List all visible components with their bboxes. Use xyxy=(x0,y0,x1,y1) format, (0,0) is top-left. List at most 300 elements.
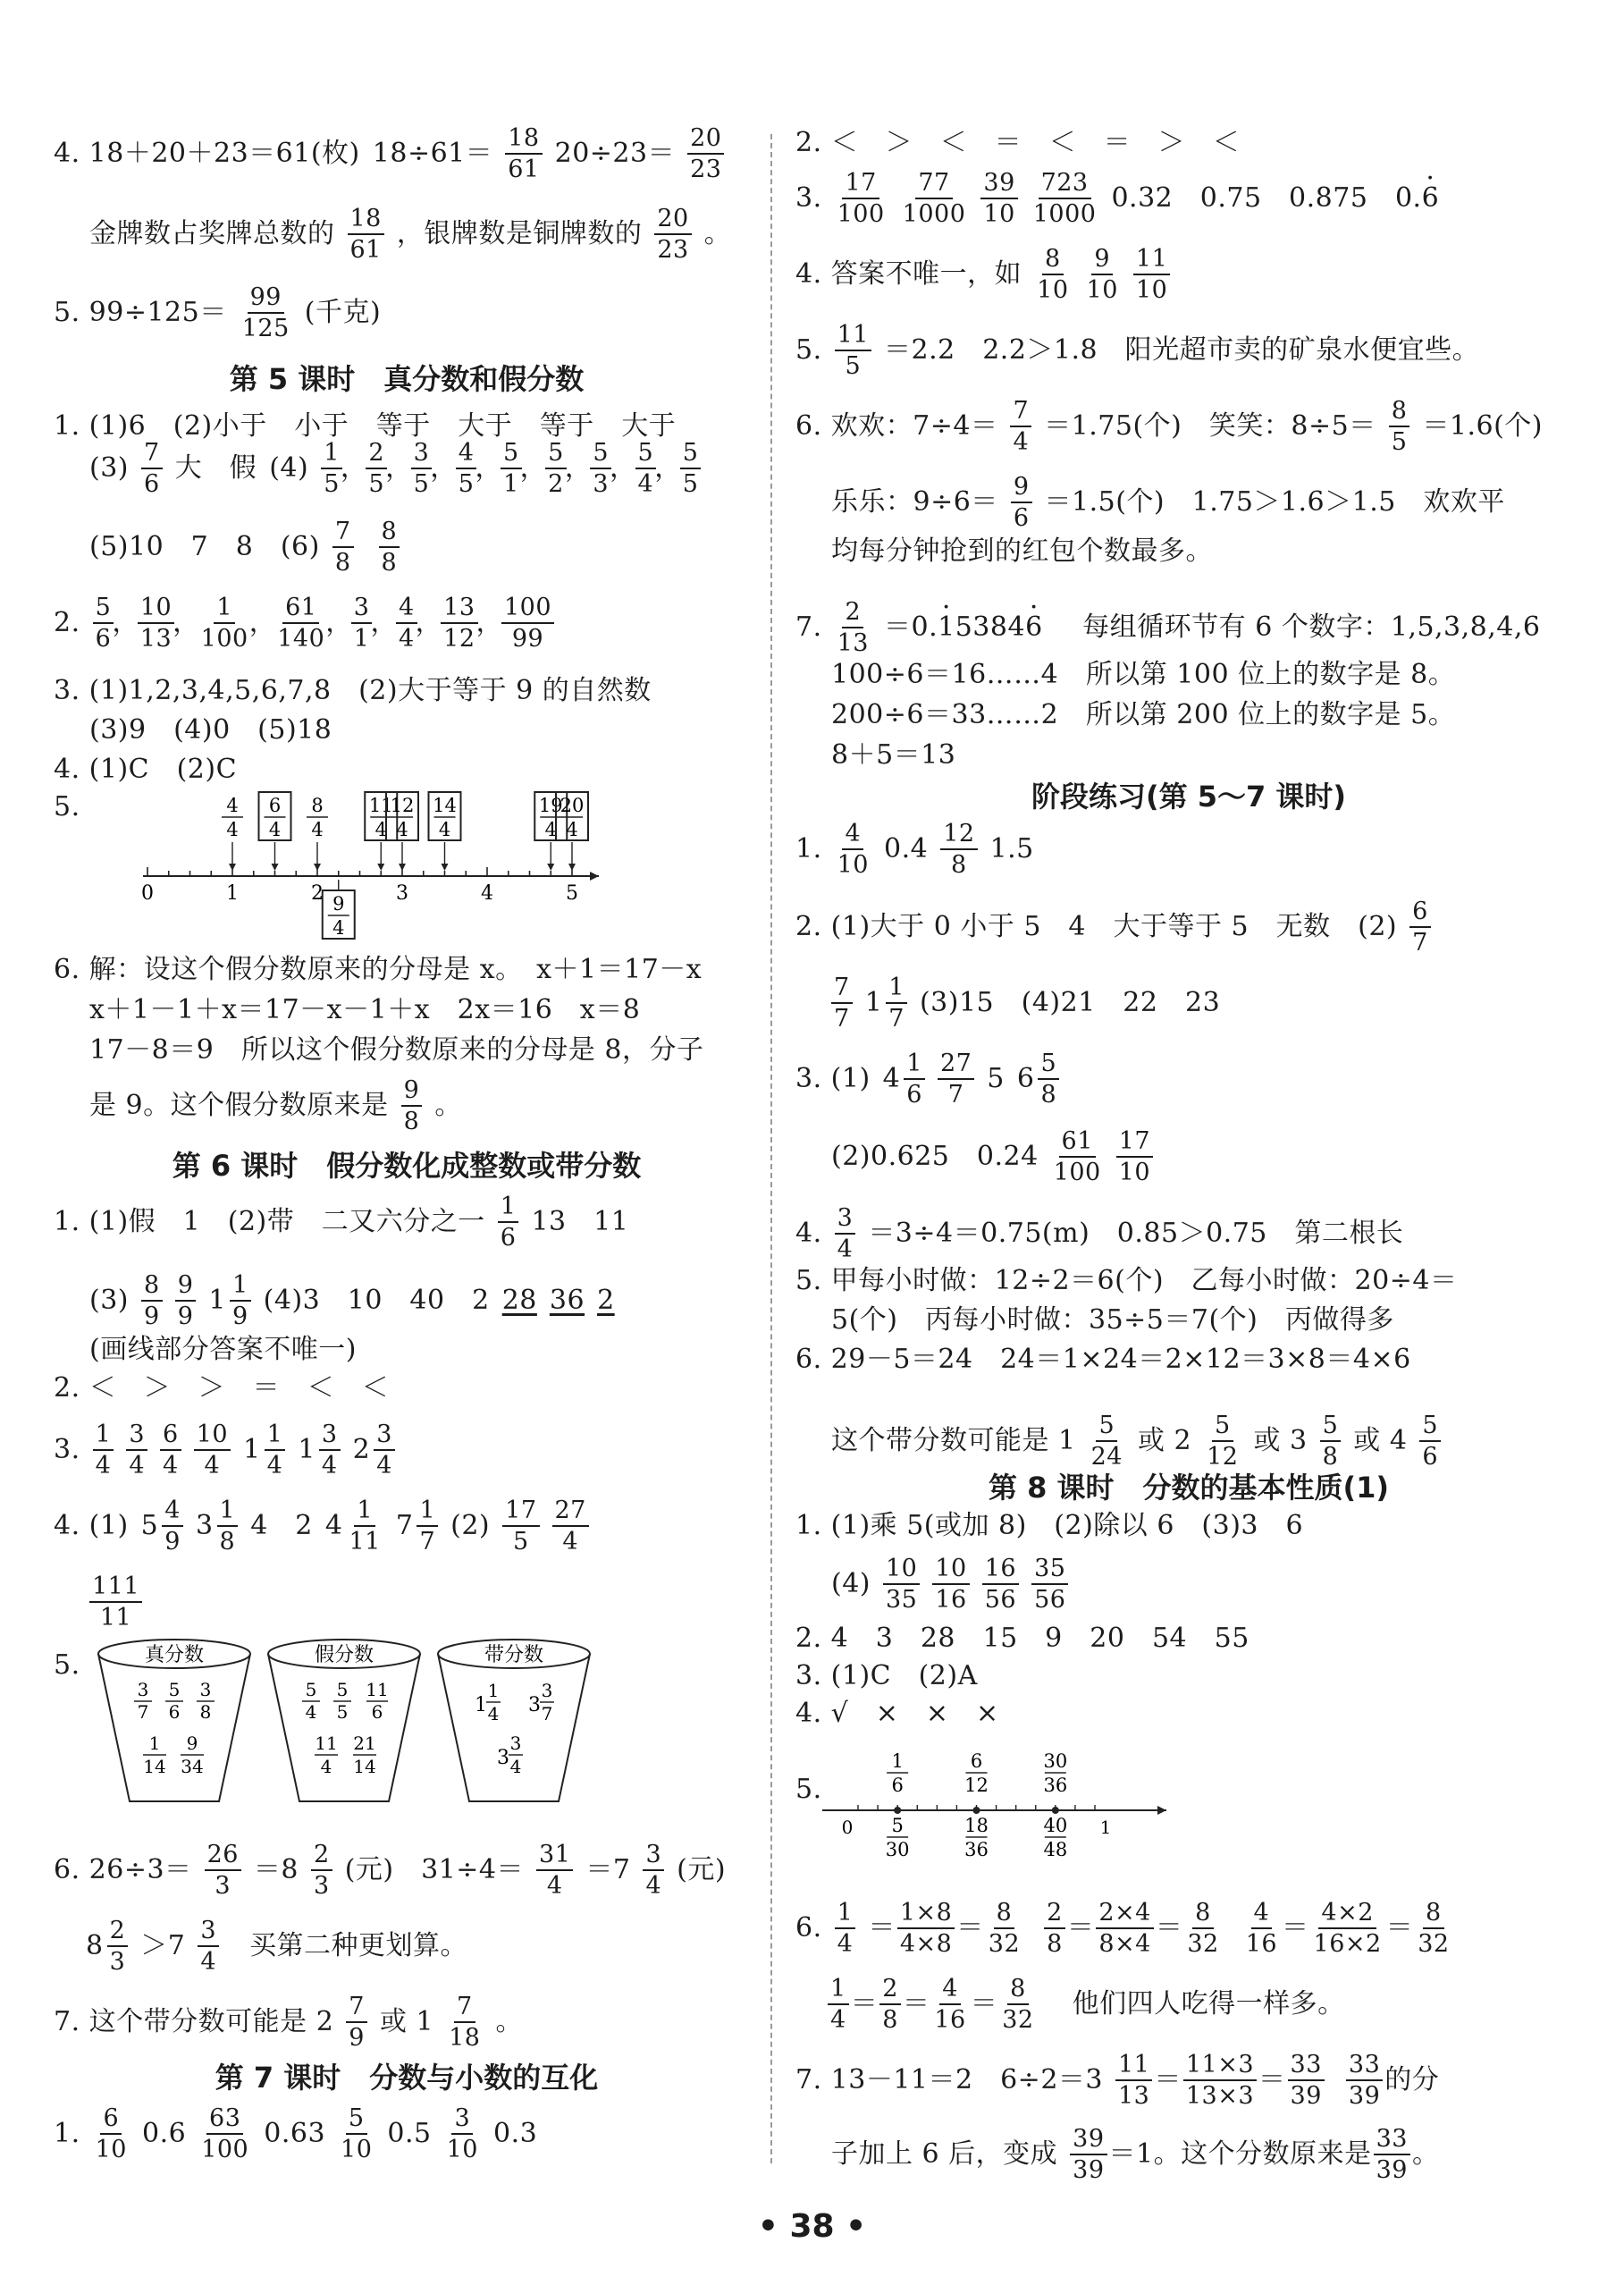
text: 0.3 xyxy=(492,2118,538,2150)
frac-denominator: 4 xyxy=(374,819,387,840)
frac-numerator: 20 xyxy=(560,795,585,816)
tick-label: 4 xyxy=(481,882,493,905)
fraction: $\frac{6}{10}$ xyxy=(95,2104,127,2164)
frac-numerator: 6 xyxy=(970,1750,983,1772)
fraction: $\frac{7}{4}$ xyxy=(1010,398,1031,455)
frac-numerator: 1 xyxy=(891,1750,904,1772)
fraction: $\frac{8}{32}$ xyxy=(1002,1975,1034,2035)
answer-r6-line2 xyxy=(795,474,1505,531)
fraction: $\frac{26}{3}$ xyxy=(205,1842,241,1899)
text: 4. 答案不唯一，如 xyxy=(795,258,1022,291)
fraction: $\frac{723}{1000}$ xyxy=(1032,169,1097,229)
fraction-below xyxy=(964,1815,989,1860)
tick-label: 0 xyxy=(141,882,154,905)
text: 每组循环节有 6 个数字：1,5,3,8,4,6 xyxy=(1055,611,1541,644)
comma: ， xyxy=(172,607,200,639)
text: 0.6 xyxy=(141,2118,187,2150)
text: (2)0.625 0.24 xyxy=(831,1141,1039,1173)
mixed-number: 8 $\frac{2}{3}$ xyxy=(86,1918,128,1975)
text: 2. ＜ ＞ ＜ ＝ ＜ ＝ ＞ ＜ xyxy=(795,127,1241,158)
svg-text:7: 7 xyxy=(541,1703,553,1724)
frac-numerator: 18 xyxy=(964,1815,989,1836)
text: 4. (1)C (2)C xyxy=(54,754,238,785)
svg-text:14: 14 xyxy=(353,1756,376,1777)
answer-r7-line4 xyxy=(795,739,956,771)
fraction: $\frac{9}{8}$ xyxy=(401,1077,423,1134)
text: 。 xyxy=(1411,2138,1440,2171)
fraction: $\frac{99}{125}$ xyxy=(241,283,290,343)
lesson6-q1-part2 xyxy=(54,1272,615,1329)
text: 或 4 xyxy=(1353,1425,1408,1457)
svg-text:1: 1 xyxy=(148,1733,161,1754)
lesson5-q1-part3 xyxy=(54,519,400,576)
svg-text:3: 3 xyxy=(199,1679,212,1700)
fraction: $\frac{5}{2}$ xyxy=(545,440,567,497)
text: 0.5 xyxy=(387,2118,432,2150)
svg-text:7: 7 xyxy=(137,1701,149,1723)
svg-text:4: 4 xyxy=(487,1703,500,1724)
text: x＋1－1＋x＝17－x－1＋x 2x＝16 x＝8 xyxy=(89,994,641,1025)
text: 5. 99÷125＝ xyxy=(54,297,227,329)
frac-numerator: 9 xyxy=(332,893,345,915)
practice-q5-line2 xyxy=(795,1304,1394,1336)
fraction: $\frac{61}{140}$ xyxy=(277,594,325,653)
text: ＝ xyxy=(1154,2064,1182,2096)
fraction: $\frac{5}{4}$ xyxy=(635,440,657,497)
comma: ， xyxy=(430,452,458,485)
text: (画线部分答案不唯一) xyxy=(89,1334,357,1365)
fraction: $\frac{3}{4}$ xyxy=(126,1421,147,1479)
text: 7. 这个带分数可能是 2 xyxy=(54,2006,334,2038)
text: ＝1。这个分数原来是 xyxy=(1108,2138,1372,2171)
text: 2. 4 3 28 15 9 20 54 55 xyxy=(795,1623,1250,1654)
fraction: $\frac{4}{16}$ xyxy=(1245,1899,1278,1959)
text: 3. (1) xyxy=(795,1063,871,1095)
text: ＝ xyxy=(956,1912,984,1944)
frac-denominator: 6 xyxy=(891,1775,904,1796)
repeating-decimal: ＝0.· 15384· 6 xyxy=(884,614,1043,641)
fraction: $\frac{3}{4}$ xyxy=(835,1205,856,1262)
fraction: $\frac{20}{23}$ xyxy=(654,206,691,263)
comma: ， xyxy=(654,452,682,485)
text: 1. xyxy=(795,833,822,865)
fraction: $\frac{2}{8}$ xyxy=(879,1976,901,2033)
text: 5 xyxy=(987,1063,1005,1095)
text: 3. (1)C (2)A xyxy=(795,1660,978,1691)
fraction: $\frac{18}{61}$ xyxy=(348,206,384,263)
text: 2. xyxy=(54,607,80,639)
text: 17－8＝9 所以这个假分数原来的分母是 8，分子 xyxy=(89,1034,704,1066)
fraction: $\frac{35}{56}$ xyxy=(1031,1556,1068,1613)
text: (3)15 (4)21 22 23 xyxy=(919,987,1221,1019)
fraction-marker xyxy=(429,792,461,840)
practice-q1 xyxy=(795,821,1034,878)
text: (元) 31÷4＝ xyxy=(344,1854,525,1886)
lesson8-q6-line2 xyxy=(795,1976,1345,2033)
lesson5-q4 xyxy=(54,756,237,783)
text: 是 9。这个假分数原来是 xyxy=(89,1090,389,1122)
fraction: $\frac{7}{9}$ xyxy=(346,1994,367,2051)
text: (4) xyxy=(269,452,309,485)
svg-text:1: 1 xyxy=(487,1680,500,1701)
fraction-list xyxy=(93,594,554,652)
tick-label: 3 xyxy=(396,882,408,905)
fraction: $\frac{17}{5}$ xyxy=(502,1497,539,1555)
lesson5-q1-part2 xyxy=(54,440,701,497)
svg-text:21: 21 xyxy=(353,1733,376,1754)
frac-denominator: 4 xyxy=(396,819,408,840)
answer-r7 xyxy=(795,599,1541,656)
section-heading-lesson-7: 第 7 课时 分数与小数的互化 xyxy=(215,2061,599,2095)
svg-text:3: 3 xyxy=(509,1733,522,1754)
pointer-head xyxy=(272,864,279,871)
cup-proper-fractions xyxy=(98,1640,250,1801)
fraction: $\frac{5}{8}$ xyxy=(1320,1412,1342,1470)
text: 买第二种更划算。 xyxy=(249,1930,468,1962)
fraction: $\frac{7}{18}$ xyxy=(449,1993,481,2053)
mixed-number: 7 $\frac{1}{7}$ xyxy=(396,1497,438,1555)
svg-text:6: 6 xyxy=(371,1701,383,1723)
svg-text:3: 3 xyxy=(541,1680,553,1701)
fraction: $\frac{39}{39}$ xyxy=(1070,2126,1107,2183)
lesson5-q6-line2 xyxy=(54,994,641,1025)
fraction: $\frac{27}{7}$ xyxy=(938,1050,974,1108)
svg-text:1: 1 xyxy=(475,1694,487,1716)
text: 他们四人吃得一样多。 xyxy=(1072,1988,1345,2020)
lesson8-q2 xyxy=(795,1625,1250,1652)
fraction: $\frac{2}{13}$ xyxy=(837,598,869,658)
lesson5-q6 xyxy=(54,954,703,985)
mixed-number: 5 $\frac{4}{9}$ xyxy=(141,1497,183,1555)
lesson5-q3-part2 xyxy=(54,714,332,746)
text: ＝ xyxy=(970,1988,998,2020)
svg-text:假分数: 假分数 xyxy=(314,1644,374,1666)
fraction: $\frac{1}{4}$ xyxy=(835,1900,856,1957)
fraction: $\frac{8}{8}$ xyxy=(379,519,400,576)
svg-text:4: 4 xyxy=(320,1756,332,1777)
frac-denominator: 36 xyxy=(964,1839,989,1860)
comma: ， xyxy=(112,607,139,639)
text: 6. 29－5＝24 24＝1×24＝2×12＝3×8＝4×6 xyxy=(795,1344,1411,1375)
mixed-number: 1 $\frac{1}{9}$ xyxy=(208,1272,250,1329)
fraction-below xyxy=(1043,1815,1067,1860)
text: ＝1.6(个) xyxy=(1422,410,1543,443)
text: ＝3÷4＝0.75(m) 0.85＞0.75 第二根长 xyxy=(868,1218,1404,1250)
mixed-number: 1 $\frac{1}{4}$ xyxy=(243,1421,285,1479)
text: 20÷23＝ xyxy=(554,138,676,170)
text: 5(个) 丙每小时做：35÷5＝7(个) 丙做得多 xyxy=(831,1304,1394,1336)
number-line-improper-fractions xyxy=(89,787,644,943)
text: ＝ xyxy=(1385,1912,1414,1944)
comma: ， xyxy=(519,452,548,485)
lesson8-q5-label xyxy=(795,1776,822,1803)
fraction: $\frac{3}{5}$ xyxy=(411,440,433,497)
text: 1.5 xyxy=(989,833,1034,865)
text: 6. 解：设这个假分数原来的分母是 x。 x＋1＝17－x xyxy=(54,954,703,985)
answer-4-conclusion xyxy=(54,206,731,263)
point-dot xyxy=(894,1807,901,1814)
fraction: $\frac{10}{35}$ xyxy=(883,1556,920,1613)
column-divider xyxy=(770,134,772,2163)
text: (4) xyxy=(831,1568,871,1600)
fraction: $\frac{6}{7}$ xyxy=(1409,898,1431,956)
text: ＝1.5(个) 1.75＞1.6＞1.5 欢欢平 xyxy=(1044,486,1505,519)
fraction: $\frac{1}{6}$ xyxy=(498,1193,519,1251)
mixed-number: 3 $\frac{1}{8}$ xyxy=(196,1497,238,1555)
fraction: $\frac{20}{23}$ xyxy=(687,125,724,182)
text: (千克) xyxy=(304,297,382,329)
fraction: $\frac{6}{4}$ xyxy=(160,1421,181,1479)
text: 2. ＜ ＞ ＞ ＝ ＜ ＜ xyxy=(54,1372,390,1404)
text: 2. (1)大于 0 小于 5 4 大于等于 5 无数 (2) xyxy=(795,911,1398,943)
frac-denominator: 12 xyxy=(964,1775,989,1796)
frac-denominator: 4 xyxy=(438,819,451,840)
fraction: $\frac{4}{10}$ xyxy=(837,820,869,880)
fraction: $\frac{3}{4}$ xyxy=(198,1918,219,1975)
text: 4. (1) xyxy=(54,1510,129,1542)
text: 5. xyxy=(795,1774,822,1805)
text: ＝ xyxy=(902,1988,930,2020)
frac-numerator: 4 xyxy=(226,795,239,816)
text: 5. xyxy=(54,1649,80,1681)
text: 18÷61＝ xyxy=(372,138,493,170)
frac-numerator: 30 xyxy=(1043,1750,1068,1772)
svg-text:带分数: 带分数 xyxy=(484,1644,544,1666)
fraction: $\frac{8}{5}$ xyxy=(1389,398,1410,455)
text: 。 xyxy=(495,2006,523,2038)
svg-text:8: 8 xyxy=(199,1701,212,1723)
pointer-head xyxy=(442,864,449,871)
svg-text:5: 5 xyxy=(168,1679,181,1700)
fraction: $\frac{5}{5}$ xyxy=(680,440,702,497)
text: 4. xyxy=(795,1218,822,1250)
text: 7. 13－11＝2 6÷2＝3 xyxy=(795,2064,1103,2096)
section-heading-lesson-5: 第 5 课时 真分数和假分数 xyxy=(229,362,585,396)
comma: ， xyxy=(248,607,277,639)
svg-text:4: 4 xyxy=(305,1701,317,1723)
lesson6-q6-part2 xyxy=(54,1918,467,1975)
fraction: $\frac{9}{9}$ xyxy=(175,1272,197,1329)
svg-text:6: 6 xyxy=(168,1701,181,1723)
frac-denominator: 30 xyxy=(885,1839,910,1860)
text: 3. xyxy=(54,1434,80,1466)
repeating-decimal: 0.32 0.75 0.875 0.· 6 xyxy=(1111,185,1439,212)
svg-text:4: 4 xyxy=(509,1756,522,1777)
text: 1. (1)乘 5(或加 8) (2)除以 6 (3)3 6 xyxy=(795,1510,1304,1541)
fraction: $\frac{2}{8}$ xyxy=(1044,1900,1065,1957)
text: ＝ xyxy=(1155,1912,1183,1944)
text: 0.4 xyxy=(883,833,929,865)
text: ，银牌数是铜牌数的 xyxy=(396,218,643,250)
lesson8-q3 xyxy=(795,1660,978,1691)
text: 7. xyxy=(795,611,822,644)
fraction: $\frac{2\times 4}{8\times 4}$ xyxy=(1096,1900,1153,1957)
lesson6-q1 xyxy=(54,1193,628,1251)
svg-text:真分数: 真分数 xyxy=(144,1644,205,1666)
comma: ， xyxy=(340,452,368,485)
fraction: $\frac{7}{6}$ xyxy=(141,440,163,497)
text: ＝ xyxy=(1282,1912,1309,1944)
frac-denominator: 36 xyxy=(1043,1775,1068,1796)
svg-text:3: 3 xyxy=(497,1747,509,1769)
cup-mixed-numbers xyxy=(438,1640,590,1801)
answer-r7-line3 xyxy=(795,699,1456,730)
text: (元) xyxy=(677,1854,727,1886)
fraction: $\frac{61}{100}$ xyxy=(1053,1127,1101,1187)
frac-denominator: 4 xyxy=(566,819,578,840)
fraction: $\frac{3}{10}$ xyxy=(446,2104,478,2164)
lesson5-q2 xyxy=(54,594,554,652)
fraction-above xyxy=(1043,1750,1067,1796)
text: 大 假 xyxy=(174,452,257,485)
fraction: $\frac{8}{32}$ xyxy=(1418,1899,1450,1959)
fraction: $\frac{10}{16}$ xyxy=(932,1556,969,1613)
mixed-number: 1 $\frac{3}{4}$ xyxy=(298,1421,340,1479)
svg-text:3: 3 xyxy=(137,1679,149,1700)
fraction: $\frac{5}{6}$ xyxy=(1419,1412,1441,1470)
comma: ， xyxy=(475,607,503,639)
text: ＝8 xyxy=(253,1854,299,1886)
lesson6-q5-label xyxy=(54,1649,80,1681)
lesson6-q1-note xyxy=(54,1336,357,1363)
pointer-head xyxy=(229,864,236,871)
text: (4)3 10 40 2 xyxy=(263,1285,490,1317)
mixed-number: 1 $\frac{1}{7}$ xyxy=(865,974,907,1032)
practice-q5 xyxy=(795,1265,1458,1296)
fraction: $\frac{11\times 3}{13\times 3}$ xyxy=(1183,2052,1257,2109)
fraction: $\frac{1}{4}$ xyxy=(93,1421,114,1479)
fraction: $\frac{16}{56}$ xyxy=(982,1556,1019,1613)
fraction: $\frac{33}{39}$ xyxy=(1374,2126,1410,2183)
svg-text:9: 9 xyxy=(186,1733,198,1754)
section-heading-lesson-8: 第 8 课时 分数的基本性质(1) xyxy=(988,1471,1390,1505)
frac-numerator: 14 xyxy=(433,795,457,816)
fraction: $\frac{33}{39}$ xyxy=(1288,2052,1325,2109)
fraction: $\frac{8}{32}$ xyxy=(988,1899,1021,1959)
pointer-head xyxy=(377,864,384,871)
text: 200÷6＝33……2 所以第 200 位上的数字是 5。 xyxy=(831,699,1456,730)
comma: ， xyxy=(475,452,502,485)
text: 3. xyxy=(795,182,822,215)
text: 4. 18＋20＋23＝61(枚) xyxy=(54,138,360,170)
practice-q4 xyxy=(795,1205,1403,1262)
fraction: $\frac{3}{4}$ xyxy=(643,1842,664,1899)
fraction: $\frac{39}{10}$ xyxy=(980,170,1017,227)
fraction-cups-diagram xyxy=(80,1636,652,1815)
underlined-answer: 36 xyxy=(549,1285,585,1317)
text: ＝1.75(个) 笑笑：8÷5＝ xyxy=(1044,410,1376,443)
lesson7-q1 xyxy=(54,2105,537,2163)
fraction: $\frac{13}{12}$ xyxy=(441,594,477,652)
pointer-head xyxy=(568,864,576,871)
fraction-below xyxy=(886,1815,910,1860)
answer-r2 xyxy=(795,127,1241,158)
text: (3)9 (4)0 (5)18 xyxy=(89,714,332,746)
fraction: $\frac{7}{8}$ xyxy=(332,519,354,576)
text: 均每分钟抢到的红包个数最多。 xyxy=(831,535,1213,567)
fraction: $\frac{8}{9}$ xyxy=(141,1272,163,1329)
fraction-above xyxy=(964,1750,989,1796)
fraction: $\frac{4}{16}$ xyxy=(934,1975,966,2035)
lesson6-q7 xyxy=(54,1994,523,2051)
frac-denominator: 4 xyxy=(332,917,345,939)
lesson6-q2 xyxy=(54,1372,390,1404)
practice-q2 xyxy=(795,898,1431,956)
fraction: $\frac{33}{39}$ xyxy=(1346,2052,1383,2109)
fraction-marker xyxy=(386,792,418,840)
text: ＝ xyxy=(1066,1912,1095,1944)
tick-label: 2 xyxy=(311,882,324,905)
text: 1. (1)6 (2)小于 小于 等于 大于 等于 大于 xyxy=(54,410,677,442)
section-heading-lesson-6: 第 6 课时 假分数化成整数或带分数 xyxy=(172,1149,642,1183)
fraction: $\frac{5}{3}$ xyxy=(590,440,611,497)
tick-label: 5 xyxy=(566,882,578,905)
fraction: $\frac{11}{5}$ xyxy=(835,322,871,379)
lesson5-q1 xyxy=(54,410,677,442)
comma: ， xyxy=(415,607,443,639)
tick-label: 0 xyxy=(841,1817,854,1838)
answer-r7-line2 xyxy=(795,659,1456,690)
frac-numerator: 19 xyxy=(538,795,563,816)
fraction: $\frac{4}{4}$ xyxy=(396,594,417,652)
fraction: $\frac{2}{3}$ xyxy=(311,1842,332,1899)
frac-numerator: 6 xyxy=(268,795,282,816)
svg-text:14: 14 xyxy=(143,1756,166,1777)
fraction: $\frac{100}{99}$ xyxy=(501,594,554,652)
answer-4 xyxy=(54,125,724,182)
fraction: $\frac{11}{10}$ xyxy=(1133,246,1170,303)
mixed-number: 2 $\frac{3}{4}$ xyxy=(353,1421,395,1479)
text: 8＋5＝13 xyxy=(831,739,956,771)
comma: ， xyxy=(385,452,413,485)
fraction: $\frac{31}{4}$ xyxy=(536,1842,573,1899)
mixed-number: 6 $\frac{5}{8}$ xyxy=(1017,1050,1059,1108)
frac-denominator: 4 xyxy=(226,819,239,840)
underlined-answer: 28 xyxy=(501,1285,537,1317)
fraction-above xyxy=(887,1750,908,1796)
text: 5. 甲每小时做：12÷2＝6(个) 乙每小时做：20÷4＝ xyxy=(795,1265,1458,1296)
fraction: $\frac{1}{100}$ xyxy=(200,594,248,653)
lesson6-q6 xyxy=(54,1842,726,1899)
fraction-marker xyxy=(307,795,328,840)
fraction: $\frac{8}{32}$ xyxy=(1187,1899,1219,1959)
lesson8-q7-line2 xyxy=(795,2126,1439,2183)
fraction-marker xyxy=(222,795,243,840)
text: 100÷6＝16……4 所以第 100 位上的数字是 8。 xyxy=(831,659,1456,690)
answer-r6 xyxy=(795,398,1543,455)
fraction: $\frac{77}{1000}$ xyxy=(902,169,966,229)
fraction: $\frac{4\times 2}{16\times 2}$ xyxy=(1313,1899,1382,1959)
frac-numerator: 5 xyxy=(891,1815,904,1836)
fraction: $\frac{111}{11}$ xyxy=(89,1573,142,1631)
text: 4. √ × × × xyxy=(795,1698,999,1729)
text: 1. xyxy=(54,2118,80,2150)
text: 。 xyxy=(703,218,732,250)
svg-text:3: 3 xyxy=(528,1694,541,1716)
frac-denominator: 4 xyxy=(311,819,324,840)
pointer-head xyxy=(399,864,406,871)
fraction: $\frac{1\times 8}{4\times 8}$ xyxy=(897,1900,955,1957)
text: 13 11 xyxy=(531,1206,629,1238)
text: 金牌数占奖牌总数的 xyxy=(89,218,335,250)
text: 的分 xyxy=(1384,2064,1440,2096)
axis-arrow xyxy=(590,872,599,881)
text: 6. xyxy=(795,1912,822,1944)
text: 1. (1)假 1 (2)带 二又六分之一 xyxy=(54,1206,485,1238)
fraction: $\frac{11}{13}$ xyxy=(1115,2052,1152,2109)
cup-improper-fractions xyxy=(268,1640,420,1801)
number-line-equivalent-fractions xyxy=(822,1730,1198,1886)
